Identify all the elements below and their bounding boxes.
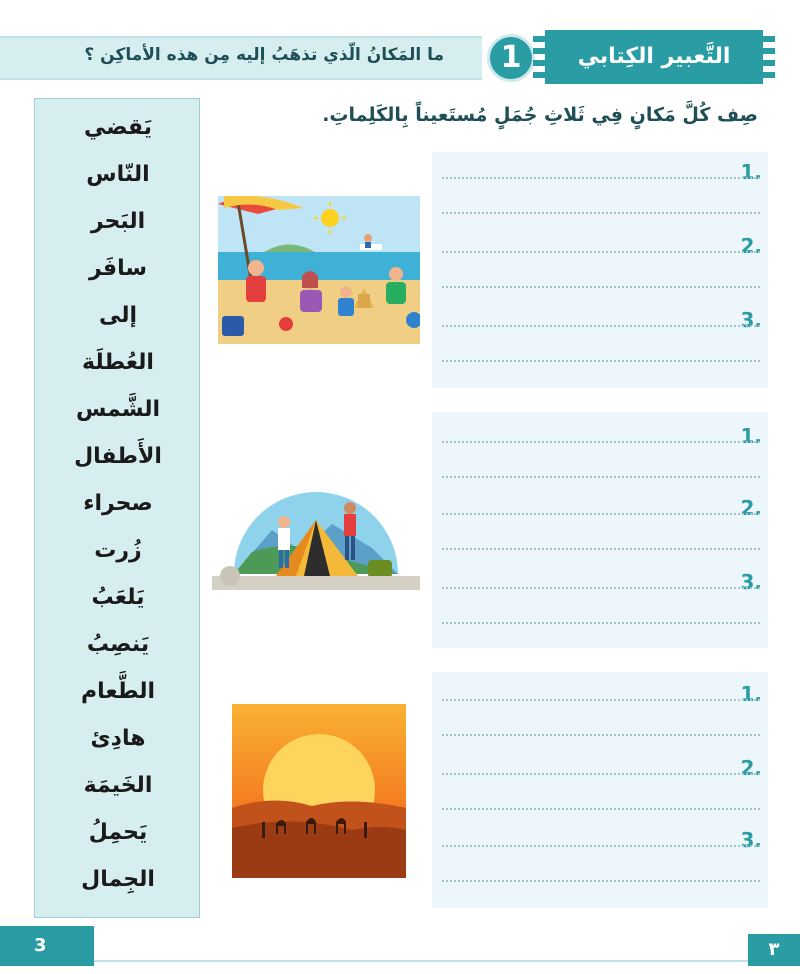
- answer-line[interactable]: [442, 513, 760, 515]
- word-bank-item: الشَّمس: [75, 397, 161, 422]
- writing-box: [432, 152, 768, 388]
- answer-line[interactable]: [442, 325, 760, 327]
- answer-line[interactable]: [442, 880, 760, 882]
- word-bank-item: زُرت: [94, 538, 142, 563]
- footer-divider: [94, 960, 748, 962]
- line-number: 1.: [740, 160, 762, 184]
- answer-line[interactable]: [442, 773, 760, 775]
- section-title: التَّعبير الكِتابي: [545, 30, 763, 84]
- line-number: 3.: [740, 828, 762, 852]
- page-number-right: ٣: [748, 934, 800, 966]
- question-text: ما المَكانُ الّذي تذهَبُ إليه مِن هذه الأماكِن ؟: [84, 45, 444, 65]
- line-number: 2.: [740, 756, 762, 780]
- answer-line[interactable]: [442, 548, 760, 550]
- word-bank-item: سافَر: [89, 256, 147, 281]
- line-number: 2.: [740, 496, 762, 520]
- answer-line[interactable]: [442, 251, 760, 253]
- answer-line[interactable]: [442, 622, 760, 624]
- instruction-text: صِف كُلَّ مَكانٍ فِي ثَلاثِ جُمَلٍ مُستَعيناً بِالكَلِماتِ.: [322, 104, 758, 126]
- answer-line[interactable]: [442, 734, 760, 736]
- answer-line[interactable]: [442, 177, 760, 179]
- line-number: 2.: [740, 234, 762, 258]
- writing-box: [432, 412, 768, 648]
- word-bank-item: البَحر: [90, 209, 146, 234]
- line-number: 1.: [740, 682, 762, 706]
- word-bank-item: العُطلَة: [82, 350, 154, 375]
- line-number: 1.: [740, 424, 762, 448]
- answer-line[interactable]: [442, 360, 760, 362]
- word-bank-item: النّاس: [86, 162, 150, 187]
- answer-line[interactable]: [442, 476, 760, 478]
- page-number-left: 3: [0, 926, 94, 966]
- word-bank-item: الأَطفال: [74, 444, 162, 469]
- answer-line[interactable]: [442, 699, 760, 701]
- word-bank-item: هادِئ: [90, 726, 146, 751]
- writing-box: [432, 672, 768, 908]
- word-bank-item: الخَيمَة: [83, 773, 153, 798]
- line-number: 3.: [740, 570, 762, 594]
- word-bank-item: الجِمال: [81, 867, 155, 892]
- word-bank: [34, 98, 200, 918]
- word-bank-item: يَنصِبُ: [86, 632, 150, 657]
- beach-illustration: [218, 196, 420, 344]
- word-bank-item: يَلعَبُ: [91, 585, 145, 610]
- word-bank-item: الطَّعام: [80, 679, 156, 704]
- word-bank-item: يَقضي: [83, 115, 153, 140]
- answer-line[interactable]: [442, 587, 760, 589]
- answer-line[interactable]: [442, 286, 760, 288]
- answer-line[interactable]: [442, 212, 760, 214]
- answer-line[interactable]: [442, 441, 760, 443]
- answer-line[interactable]: [442, 845, 760, 847]
- word-bank-item: إلى: [98, 303, 138, 328]
- answer-line[interactable]: [442, 808, 760, 810]
- word-bank-item: يَحمِلُ: [88, 820, 148, 845]
- camping-illustration: [212, 478, 420, 594]
- line-number: 3.: [740, 308, 762, 332]
- word-bank-item: صحراء: [83, 491, 153, 516]
- section-number-badge: 1: [487, 34, 535, 82]
- desert-illustration: [232, 704, 406, 878]
